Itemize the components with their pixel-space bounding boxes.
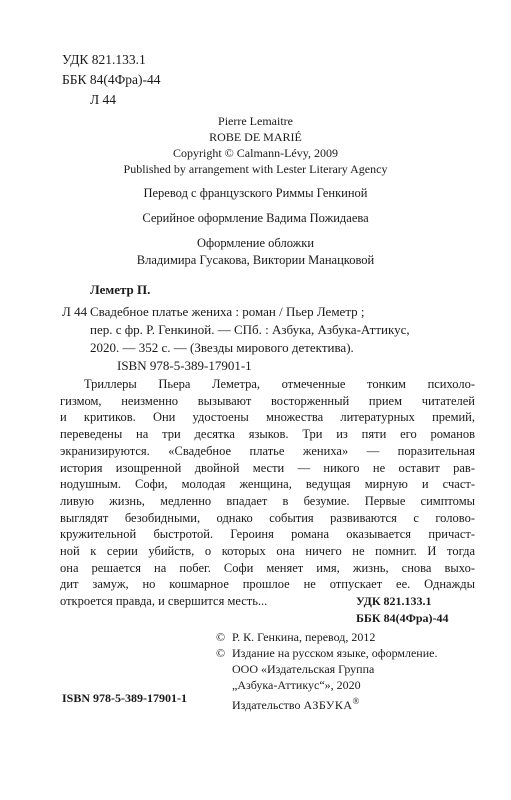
abstract-line: кружительной быстротой. Героиня романа оказывается причаст-: [60, 527, 475, 542]
credits-block: [0, 113, 511, 177]
abstract-line: экранизируются. «Свадебное платье жениха» — поразительная: [60, 443, 475, 458]
original-title: ROBE DE MARIÉ: [209, 130, 302, 144]
series-design-credit: Серийное оформление Вадима Пожидаева: [142, 211, 369, 225]
author-heading: Леметр П.: [90, 282, 151, 297]
copyright-symbol: ©: [216, 646, 226, 660]
abstract-paragraph: [60, 376, 475, 610]
abstract-line: ной к серии убийств, о которых она ничего не помнит. И тогда: [60, 544, 475, 559]
abstract-line: она решается на побег. Софи меняет имя, жизнь, снова выхо-: [60, 560, 475, 575]
imprint-line: Издательство АЗБУКА®: [232, 696, 360, 712]
abstract-line: гизмом, неизменно вызывают восторженный прием читателей: [60, 393, 475, 408]
biblio-line-2: пер. с фр. Р. Генкиной. — СПб. : Азбука, Азбука-Аттикус,: [90, 322, 410, 337]
translation-credit: Перевод с французского Риммы Генкиной: [143, 186, 368, 200]
cover-design-label: Оформление обложки: [196, 236, 315, 250]
udk-code: УДК 821.133.1: [62, 52, 146, 67]
arrangement-line: Published by arrangement with Lester Literary Agency: [123, 162, 388, 176]
copyright-translation: © Р. К. Генкина, перевод, 2012: [216, 630, 376, 644]
bottom-udk-code: УДК 821.133.1: [356, 594, 432, 608]
isbn-bottom: ISBN 978-5-389-17901-1: [62, 691, 187, 705]
abstract-line: и критиков. Они удостоены множества литературных премий,: [60, 410, 475, 425]
original-author: Pierre Lemaitre: [218, 114, 293, 128]
abstract-line: ливую жизнь, медленно впадает в безумие. Первые симптомы: [60, 493, 475, 508]
publisher-line-1: ООО «Издательская Группа: [232, 662, 375, 676]
copyright-symbol: ©: [216, 630, 226, 644]
author-mark: Л 44: [90, 92, 117, 107]
registered-mark: ®: [352, 696, 360, 706]
abstract-line: Триллеры Пьера Леметра, отмеченные тонким психоло-: [84, 377, 475, 391]
imprint-name: АЗБУКА: [303, 698, 353, 712]
publisher-line-2: „Азбука-Аттикус“», 2020: [232, 678, 361, 692]
biblio-line-3: 2020. — 352 с. — (Звезды мирового детектива).: [90, 340, 354, 355]
bottom-bbk-code: ББК 84(4Фра)-44: [356, 611, 449, 625]
abstract-line: нодушным. Софи, молодая женщина, ведущая мирную и счаст-: [60, 477, 475, 492]
bbk-code: ББК 84(4Фра)-44: [62, 72, 161, 87]
cover-design-credit: [0, 235, 511, 269]
abstract-line: история изощренной двойной мести — никого не оставит рав-: [60, 460, 475, 475]
abstract-line: откроется правда, и свершится месть...: [60, 594, 268, 609]
abstract-line: переведены на три десятка языков. Три из пяти его романов: [60, 427, 475, 442]
cover-designers: Владимира Гусакова, Виктории Манацковой: [136, 253, 375, 267]
biblio-line-1: Свадебное платье жениха : роман / Пьер Леметр ;: [90, 304, 365, 319]
abstract-line: дит замуж, но кошмарное прошлое не отпускает ее. Однажды: [60, 577, 475, 592]
biblio-isbn: ISBN 978-5-389-17901-1: [117, 358, 252, 373]
copyright-edition: © Издание на русском языке, оформление.: [216, 646, 438, 660]
copyright-line: Copyright © Calmann-Lévy, 2009: [173, 146, 338, 160]
biblio-author-mark: Л 44: [62, 304, 88, 319]
abstract-line: выглядят безобидными, однако события развиваются с голово-: [60, 510, 475, 525]
